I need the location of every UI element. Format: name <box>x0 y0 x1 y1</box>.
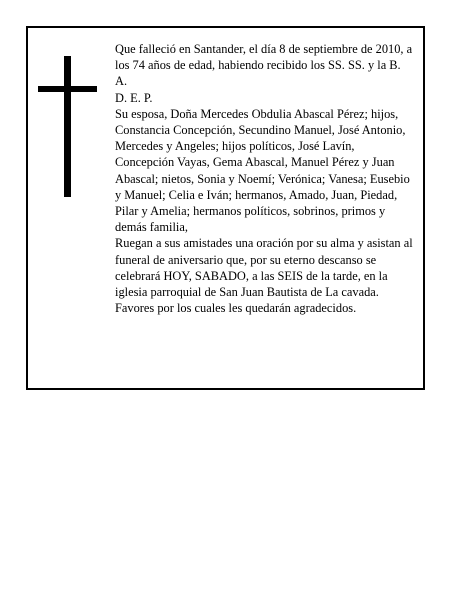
cross-vertical-bar <box>64 56 71 197</box>
obituary-notice-frame <box>26 26 425 390</box>
obituary-text <box>115 41 415 316</box>
rest-in-peace-line: D. E. P. <box>115 90 153 105</box>
latin-cross-icon <box>38 56 97 197</box>
funeral-invitation-paragraph: Ruegan a sus amistades una oración por su alma y asistan al funeral de aniversario que, por su eterno descanso se celebrará HOY, SABADO, a las SEIS de la tarde, en la iglesia parroquial de San Juan Bautista de La cavada. Favores por los cuales les quedarán agradecidos. <box>115 236 413 316</box>
cross-horizontal-bar <box>38 86 97 92</box>
death-announcement-paragraph: Que falleció en Santander, el día 8 de septiembre de 2010, a los 74 años de edad, habiendo recibido los SS. SS. y la B. A. <box>115 42 413 89</box>
family-list-paragraph: Su esposa, Doña Mercedes Obdulia Abascal Pérez; hijos, Constancia Concepción, Secundino Manuel, José Antonio, Mercedes y Angeles; hijos políticos, José Lavín, Concepción Vayas, Gema Abascal, Manuel Pérez y Juan Abascal; nietos, Sonia y Noemí; Verónica; Vanesa; Eusebio y Manuel; Celia e Iván; hermanos, Amado, Juan, Piedad, Pilar y Amelia; hermanos políticos, sobrinos, primos y demás familia, <box>115 106 410 235</box>
